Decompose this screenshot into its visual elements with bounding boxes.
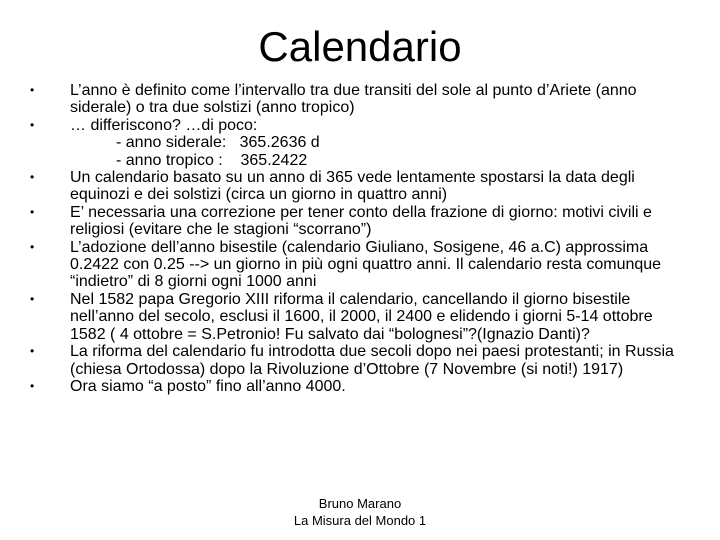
slide-title: Calendario	[258, 23, 462, 70]
bullet-text: L’anno è definito come l’intervallo tra due transiti del sole al punto d’Ariete (anno siderale) o tra due solstizi (anno tropico)	[70, 82, 637, 117]
bullet-item	[30, 117, 685, 169]
sub-line-tropical: - anno tropico : 365.2422	[116, 151, 308, 169]
bullet-icon: •	[30, 117, 35, 132]
bullet-item	[30, 291, 685, 343]
bullet-item	[30, 239, 685, 291]
footer-author: Bruno Marano	[318, 496, 402, 511]
bullet-icon: •	[30, 291, 35, 306]
bullet-item	[30, 204, 685, 239]
bullet-text: … differiscono? …di poco:	[70, 116, 258, 134]
bullet-item	[30, 82, 685, 117]
bullet-icon: •	[30, 83, 35, 97]
bullet-text: La riforma del calendario fu introdotta due secoli dopo nei paesi protestanti; in Russia (chiesa Ortodossa) dopo la Rivoluzione d’Ottobre (7 Novembre (si noti!) 1917)	[70, 343, 674, 378]
bullet-icon: •	[30, 239, 35, 254]
bullet-icon: •	[30, 378, 35, 393]
bullet-icon: •	[30, 204, 35, 219]
bullet-list	[30, 82, 685, 395]
sub-line-sidereal: - anno siderale: 365.2636 d	[116, 134, 320, 152]
bullet-item	[30, 378, 685, 395]
slide-footer	[0, 495, 720, 529]
bullet-icon: •	[30, 344, 35, 359]
bullet-text: E’ necessaria una correzione per tener conto della frazione di giorno: motivi civili e religiosi (evitare che le stagioni “scorrano”)	[70, 203, 652, 239]
bullet-text: Ora siamo “a posto” fino all’anno 4000.	[70, 377, 346, 395]
bullet-text: Un calendario basato su un anno di 365 vede lentamente spostarsi la data degli equinozi e dei solstizi (circa un giorno in quattro anni)	[70, 169, 635, 204]
footer-course: La Misura del Mondo 1	[293, 513, 427, 528]
bullet-icon: •	[30, 170, 35, 185]
bullet-item	[30, 169, 685, 204]
bullet-text: L’adozione dell’anno bisestile (calendario Giuliano, Sosigene, 46 a.C) approssima 0.2422 con 0.25 --> un giorno in più ogni quattro anni. Il calendario resta comunque “indietro” di 8 giorni ogni 1000 anni	[70, 238, 662, 291]
bullet-item	[30, 343, 685, 378]
bullet-text: Nel 1582 papa Gregorio XIII riforma il calendario, cancellando il giorno bisestile nell’anno del secolo, esclusi il 1600, il 2000, il 2400 e elidendo i giorni 5-14 ottobre 1582 ( 4 ottobre = S.Petronio! Fu salvato dai “bolognesi”?(Ignazio Danti)?	[70, 290, 653, 343]
